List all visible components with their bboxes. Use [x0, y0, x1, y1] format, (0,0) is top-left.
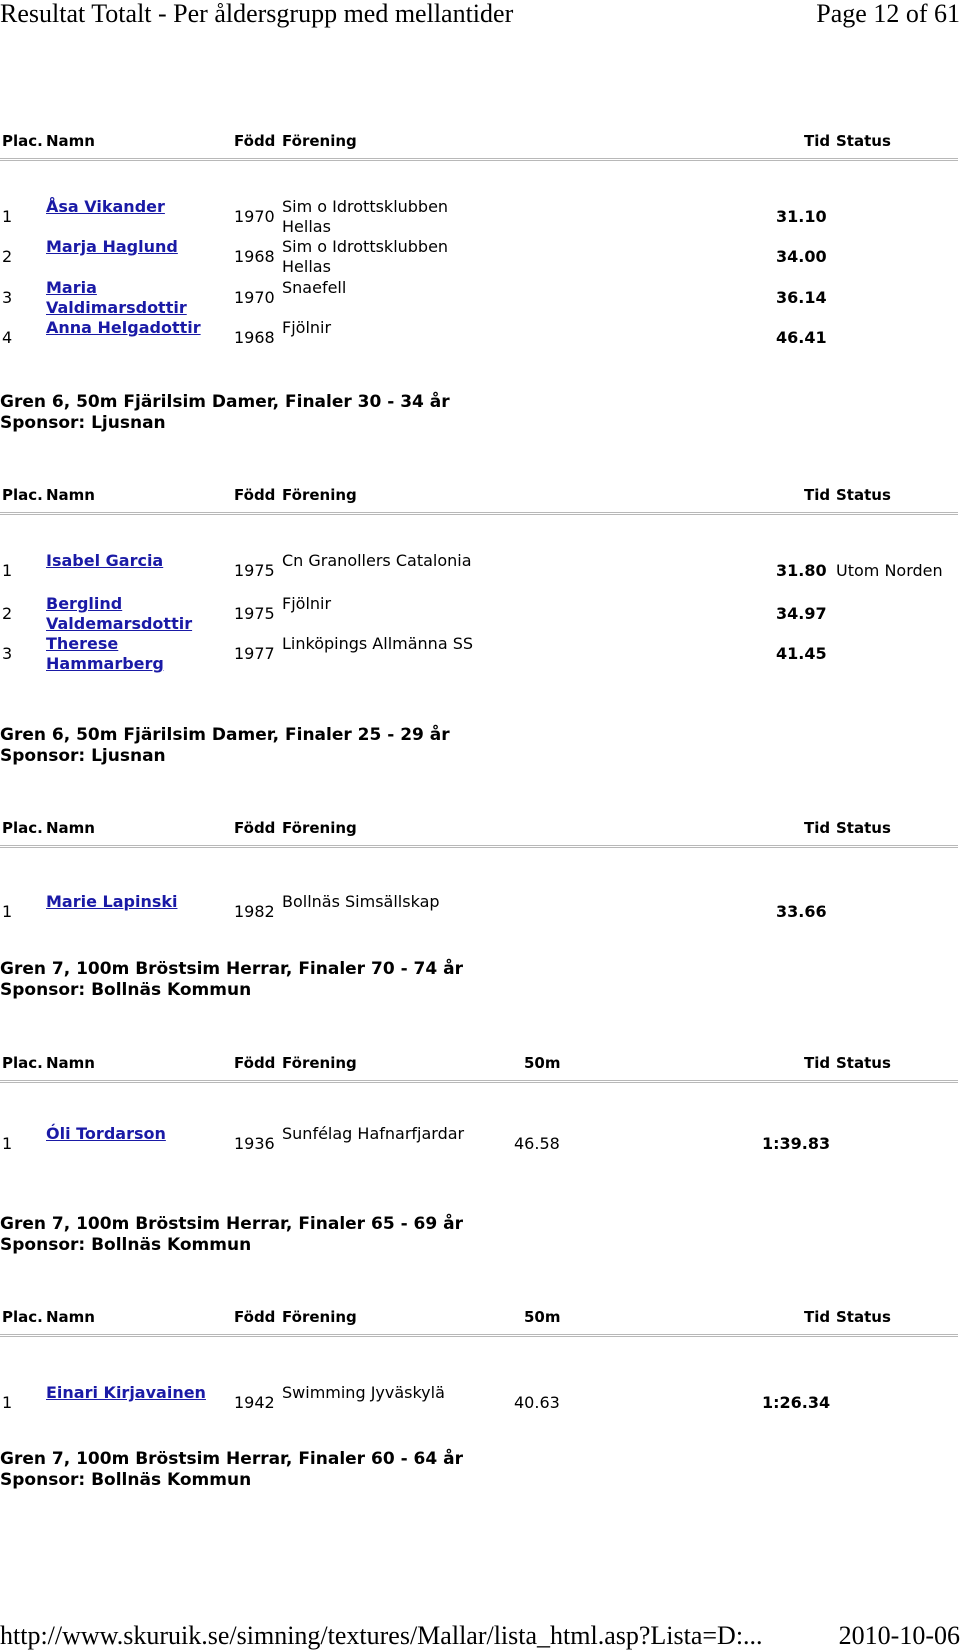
- col-forening-header: Förening: [282, 132, 357, 150]
- sponsor-line: Sponsor: Bollnäs Kommun: [0, 1235, 252, 1255]
- col-namn-header: Namn: [46, 819, 95, 837]
- sponsor-line: Sponsor: Ljusnan: [0, 746, 166, 766]
- place-cell: 3: [2, 644, 13, 663]
- sponsor-line: Sponsor: Bollnäs Kommun: [0, 1470, 252, 1490]
- event-heading: Gren 7, 100m Bröstsim Herrar, Finaler 65 - 69 år: [0, 1214, 463, 1234]
- column-header-row: [0, 485, 960, 505]
- time-cell: 36.14: [776, 288, 827, 307]
- time-cell: 34.97: [776, 604, 827, 623]
- header-divider: [0, 512, 958, 515]
- place-cell: 2: [2, 604, 13, 623]
- col-tid-header: Tid: [804, 132, 831, 150]
- swimmer-name-link[interactable]: Åsa Vikander: [46, 197, 165, 216]
- column-header-row: [0, 1053, 960, 1073]
- sponsor-line: Sponsor: Bollnäs Kommun: [0, 980, 252, 1000]
- col-split-header: 50m: [524, 1054, 561, 1072]
- place-cell: 4: [2, 328, 13, 347]
- col-tid-header: Tid: [804, 1308, 831, 1326]
- col-fodd-header: Född: [234, 486, 276, 504]
- col-namn-header: Namn: [46, 1054, 95, 1072]
- swimmer-name-link[interactable]: Anna Helgadottir: [46, 318, 201, 337]
- col-plac-header: Plac.: [2, 819, 43, 837]
- footer-url: http://www.skuruik.se/simning/textures/Mallar/lista_html.asp?Lista=D:...: [0, 1621, 763, 1650]
- time-cell: 46.41: [776, 328, 827, 347]
- col-split-header: 50m: [524, 1308, 561, 1326]
- club-cell: Cn Granollers Catalonia: [282, 551, 472, 570]
- birth-year-cell: 1982: [234, 902, 275, 921]
- col-namn-header: Namn: [46, 486, 95, 504]
- place-cell: 1: [2, 1393, 13, 1412]
- col-tid-header: Tid: [804, 486, 831, 504]
- place-cell: 1: [2, 561, 13, 580]
- time-cell: 34.00: [776, 247, 827, 266]
- birth-year-cell: 1968: [234, 328, 275, 347]
- event-heading: Gren 6, 50m Fjärilsim Damer, Finaler 25 - 29 år: [0, 725, 450, 745]
- club-cell: Sunfélag Hafnarfjardar: [282, 1124, 465, 1143]
- birth-year-cell: 1977: [234, 644, 275, 663]
- col-status-header: Status: [836, 819, 891, 837]
- footer-date: 2010-10-06: [838, 1621, 960, 1650]
- club-cell: Linköpings Allmänna SS: [282, 634, 474, 653]
- birth-year-cell: 1968: [234, 247, 275, 266]
- col-plac-header: Plac.: [2, 1054, 43, 1072]
- sponsor-line: Sponsor: Ljusnan: [0, 413, 166, 433]
- time-cell: 33.66: [776, 902, 827, 921]
- report-title: Resultat Totalt - Per åldersgrupp med mellantider: [0, 0, 514, 28]
- page-footer: [0, 1622, 960, 1652]
- swimmer-name-link[interactable]: Berglind Valdemarsdottir: [46, 594, 193, 633]
- time-cell: 1:26.34: [762, 1393, 831, 1412]
- swimmer-name-link[interactable]: Therese Hammarberg: [46, 634, 164, 673]
- col-plac-header: Plac.: [2, 1308, 43, 1326]
- col-status-header: Status: [836, 1054, 891, 1072]
- birth-year-cell: 1970: [234, 207, 275, 226]
- col-status-header: Status: [836, 1308, 891, 1326]
- col-fodd-header: Född: [234, 1308, 276, 1326]
- col-forening-header: Förening: [282, 486, 357, 504]
- col-status-header: Status: [836, 486, 891, 504]
- birth-year-cell: 1942: [234, 1393, 275, 1412]
- birth-year-cell: 1975: [234, 561, 275, 580]
- club-cell: Fjölnir: [282, 318, 332, 337]
- place-cell: 1: [2, 207, 13, 226]
- header-divider: [0, 845, 958, 848]
- col-plac-header: Plac.: [2, 486, 43, 504]
- header-divider: [0, 1334, 958, 1337]
- col-fodd-header: Född: [234, 1054, 276, 1072]
- event-heading: Gren 7, 100m Bröstsim Herrar, Finaler 60 - 64 år: [0, 1449, 463, 1469]
- header-divider: [0, 158, 958, 161]
- club-cell: Sim o Idrottsklubben Hellas: [282, 197, 449, 236]
- column-header-row: [0, 131, 960, 151]
- event-heading: Gren 7, 100m Bröstsim Herrar, Finaler 70 - 74 år: [0, 959, 463, 979]
- event-heading: Gren 6, 50m Fjärilsim Damer, Finaler 30 - 34 år: [0, 392, 450, 412]
- swimmer-name-link[interactable]: Einari Kirjavainen: [46, 1383, 206, 1402]
- swimmer-name-link[interactable]: Maria Valdimarsdottir: [46, 278, 187, 317]
- split-50m-cell: 40.63: [514, 1393, 560, 1412]
- page-number: Page 12 of 61: [816, 0, 960, 28]
- swimmer-name-link[interactable]: Isabel Garcia: [46, 551, 164, 570]
- swimmer-name-link[interactable]: Marja Haglund: [46, 237, 178, 256]
- column-header-row: [0, 1307, 960, 1327]
- col-fodd-header: Född: [234, 132, 276, 150]
- time-cell: 31.80: [776, 561, 827, 580]
- club-cell: Fjölnir: [282, 594, 332, 613]
- club-cell: Bollnäs Simsällskap: [282, 892, 440, 911]
- club-cell: Swimming Jyväskylä: [282, 1383, 445, 1402]
- swimmer-name-link[interactable]: Marie Lapinski: [46, 892, 178, 911]
- status-cell: Utom Norden: [836, 561, 943, 580]
- time-cell: 1:39.83: [762, 1134, 831, 1153]
- birth-year-cell: 1936: [234, 1134, 275, 1153]
- col-forening-header: Förening: [282, 1308, 357, 1326]
- place-cell: 3: [2, 288, 13, 307]
- col-plac-header: Plac.: [2, 132, 43, 150]
- col-namn-header: Namn: [46, 1308, 95, 1326]
- col-fodd-header: Född: [234, 819, 276, 837]
- birth-year-cell: 1970: [234, 288, 275, 307]
- split-50m-cell: 46.58: [514, 1134, 560, 1153]
- place-cell: 1: [2, 902, 13, 921]
- swimmer-name-link[interactable]: Óli Tordarson: [46, 1124, 166, 1143]
- place-cell: 2: [2, 247, 13, 266]
- column-header-row: [0, 818, 960, 838]
- col-forening-header: Förening: [282, 1054, 357, 1072]
- time-cell: 41.45: [776, 644, 827, 663]
- place-cell: 1: [2, 1134, 13, 1153]
- col-tid-header: Tid: [804, 1054, 831, 1072]
- col-status-header: Status: [836, 132, 891, 150]
- club-cell: Sim o Idrottsklubben Hellas: [282, 237, 449, 276]
- col-tid-header: Tid: [804, 819, 831, 837]
- birth-year-cell: 1975: [234, 604, 275, 623]
- col-forening-header: Förening: [282, 819, 357, 837]
- col-namn-header: Namn: [46, 132, 95, 150]
- club-cell: Snaefell: [282, 278, 347, 297]
- time-cell: 31.10: [776, 207, 827, 226]
- header-divider: [0, 1080, 958, 1083]
